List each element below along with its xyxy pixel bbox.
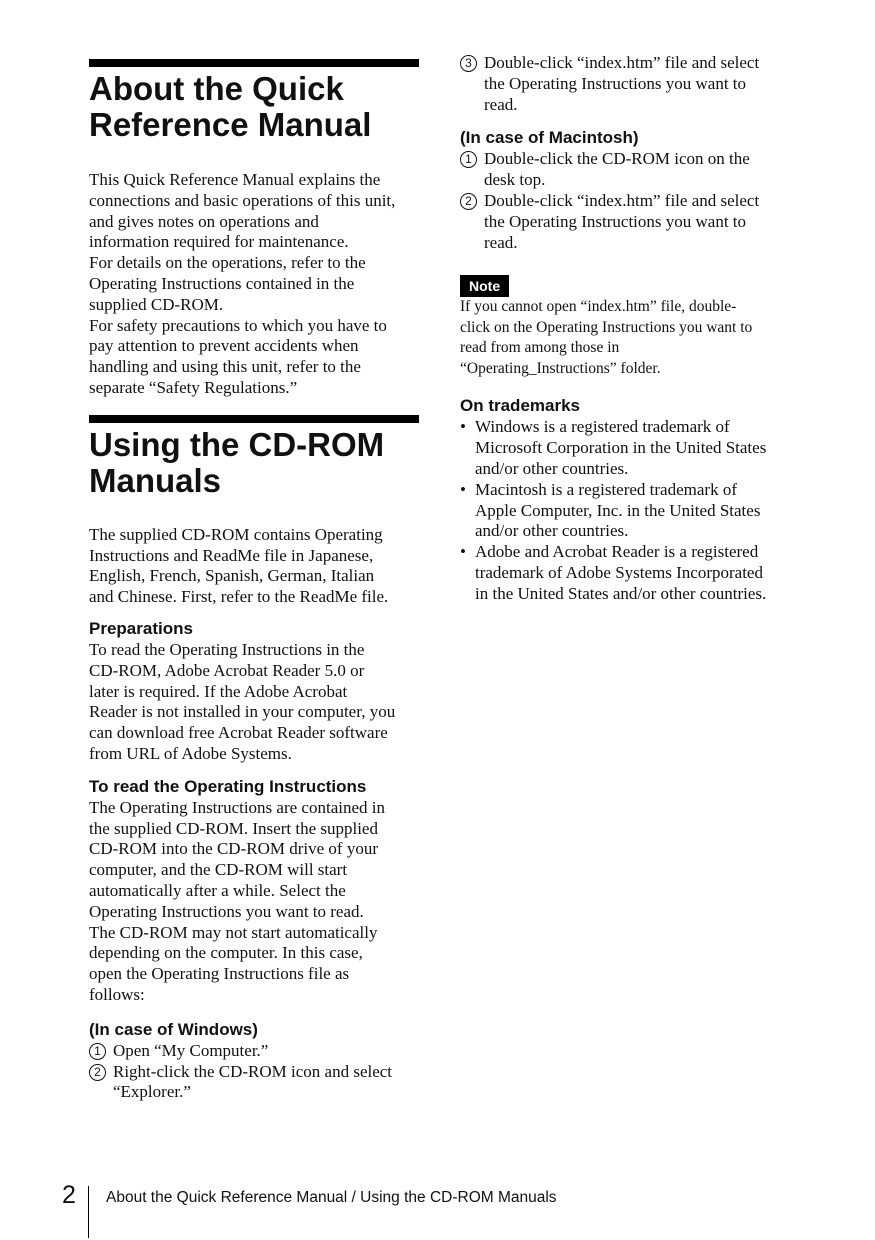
text-line: If you cannot open “index.htm” file, double- [460,298,737,316]
step-number-icon: 2 [89,1064,106,1081]
text-line: “Operating_Instructions” folder. [460,359,661,377]
text-line: Macintosh is a registered trademark of [475,479,737,499]
quick-reference-paragraph [89,170,419,399]
step-number-icon: 1 [460,151,477,168]
text-line: For safety precautions to which you have to [89,315,387,335]
right-column [460,0,795,605]
text-line: pay attention to prevent accidents when [89,336,359,356]
text-line: automatically after a while. Select the [89,880,346,900]
text-line: depending on the computer. In this case, [89,943,363,963]
text-line: Operating Instructions contained in the [89,273,355,293]
to-read-heading: To read the Operating Instructions [89,776,367,796]
text-line: supplied CD-ROM. [89,294,224,314]
section-title-cd-rom-manuals [89,427,419,499]
bullet-icon: • [460,479,466,499]
text-line: trademark of Adobe Systems Incorporated [475,562,763,582]
text-line: To read the Operating Instructions in the [89,639,365,659]
text-line: the supplied CD-ROM. Insert the supplied [89,818,378,838]
title-line: About the Quick [89,70,344,107]
trademark-item-macintosh [460,480,795,542]
title-line: Using the CD-ROM [89,425,385,463]
text-line: read from among those in [460,339,620,357]
text-line: desk top. [484,170,546,190]
trademarks-heading: On trademarks [460,396,580,416]
text-line: Double-click the CD-ROM icon on the [484,149,750,169]
text-line: Microsoft Corporation in the United States [475,438,767,458]
bullet-icon: • [460,417,466,437]
text-line: click on the Operating Instructions you want to [460,318,753,336]
text-line: Double-click “index.htm” file and select [484,53,760,72]
text-line: Windows is a registered trademark of [475,417,730,437]
text-line: separate “Safety Regulations.” [89,377,298,397]
footer-divider [88,1186,89,1238]
text-line: Right-click the CD-ROM icon and select [113,1061,393,1081]
text-line: open the Operating Instructions file as [89,964,350,984]
text-line: read. [484,232,518,252]
text-line: For details on the operations, refer to the [89,253,366,273]
step-number-icon: 3 [460,55,477,72]
cd-rom-intro-paragraph [89,525,419,608]
text-line: can download free Acrobat Reader software [89,723,388,743]
note-text [460,297,795,379]
text-line: later is required. If the Adobe Acrobat [89,681,348,701]
text-line: read. [484,94,518,114]
step-number-icon: 1 [89,1043,106,1060]
title-line: Manuals [89,461,222,499]
text-line: follows: [89,984,145,1004]
text-line: Operating Instructions you want to read. [89,901,364,921]
text-line: computer, and the CD-ROM will start [89,860,348,880]
text-line: The CD-ROM may not start automatically [89,922,378,942]
text-line: handling and using this unit, refer to the [89,357,361,377]
section-rule [89,59,419,67]
text-line: Instructions and ReadMe file in Japanese, [89,545,374,565]
text-line: information required for maintenance. [89,232,349,252]
text-line: and gives notes on operations and [89,211,319,231]
running-title: About the Quick Reference Manual / Using the CD-ROM Manuals [106,1189,557,1206]
text-line: from URL of Adobe Systems. [89,743,292,763]
text-line: Open “My Computer.” [113,1040,269,1060]
text-line: English, French, Spanish, German, Italian [89,566,375,586]
left-column [89,0,419,1103]
text-line: Reader is not installed in your computer, you [89,702,396,722]
section-rule [89,415,419,423]
macintosh-heading: (In case of Macintosh) [460,128,639,148]
text-line: Adobe and Acrobat Reader is a registered [475,542,759,562]
text-line: CD-ROM, Adobe Acrobat Reader 5.0 or [89,660,365,680]
text-line: Double-click “index.htm” file and select [484,190,760,210]
text-line: in the United States and/or other countries. [475,583,767,603]
text-line: the Operating Instructions you want to [484,73,747,93]
title-line: Reference Manual [89,106,372,143]
macintosh-step-2 [460,191,795,253]
preparations-paragraph [89,640,419,765]
step-number-icon: 2 [460,193,477,210]
text-line: and/or other countries. [475,458,629,478]
note-label: Note [460,275,509,297]
text-line: CD-ROM into the CD-ROM drive of your [89,839,378,859]
trademark-item-windows [460,417,795,479]
text-line: and/or other countries. [475,521,629,541]
trademark-item-adobe [460,542,795,604]
text-line: Apple Computer, Inc. in the United States [475,500,761,520]
text-line: This Quick Reference Manual explains the [89,170,381,189]
preparations-heading: Preparations [89,618,193,638]
windows-step-3 [460,53,795,115]
page-number: 2 [62,1181,76,1209]
macintosh-step-1 [460,149,795,191]
windows-step-1 [89,1041,419,1062]
text-line: and Chinese. First, refer to the ReadMe file. [89,587,389,607]
text-line: connections and basic operations of this unit, [89,190,396,210]
windows-heading: (In case of Windows) [89,1019,258,1039]
text-line: The supplied CD-ROM contains Operating [89,524,383,544]
to-read-paragraph [89,798,419,1006]
section-title-quick-reference [89,71,419,143]
windows-step-2 [89,1062,419,1104]
text-line: The Operating Instructions are contained in [89,797,385,817]
bullet-icon: • [460,542,466,562]
text-line: “Explorer.” [113,1082,191,1102]
text-line: the Operating Instructions you want to [484,211,747,231]
